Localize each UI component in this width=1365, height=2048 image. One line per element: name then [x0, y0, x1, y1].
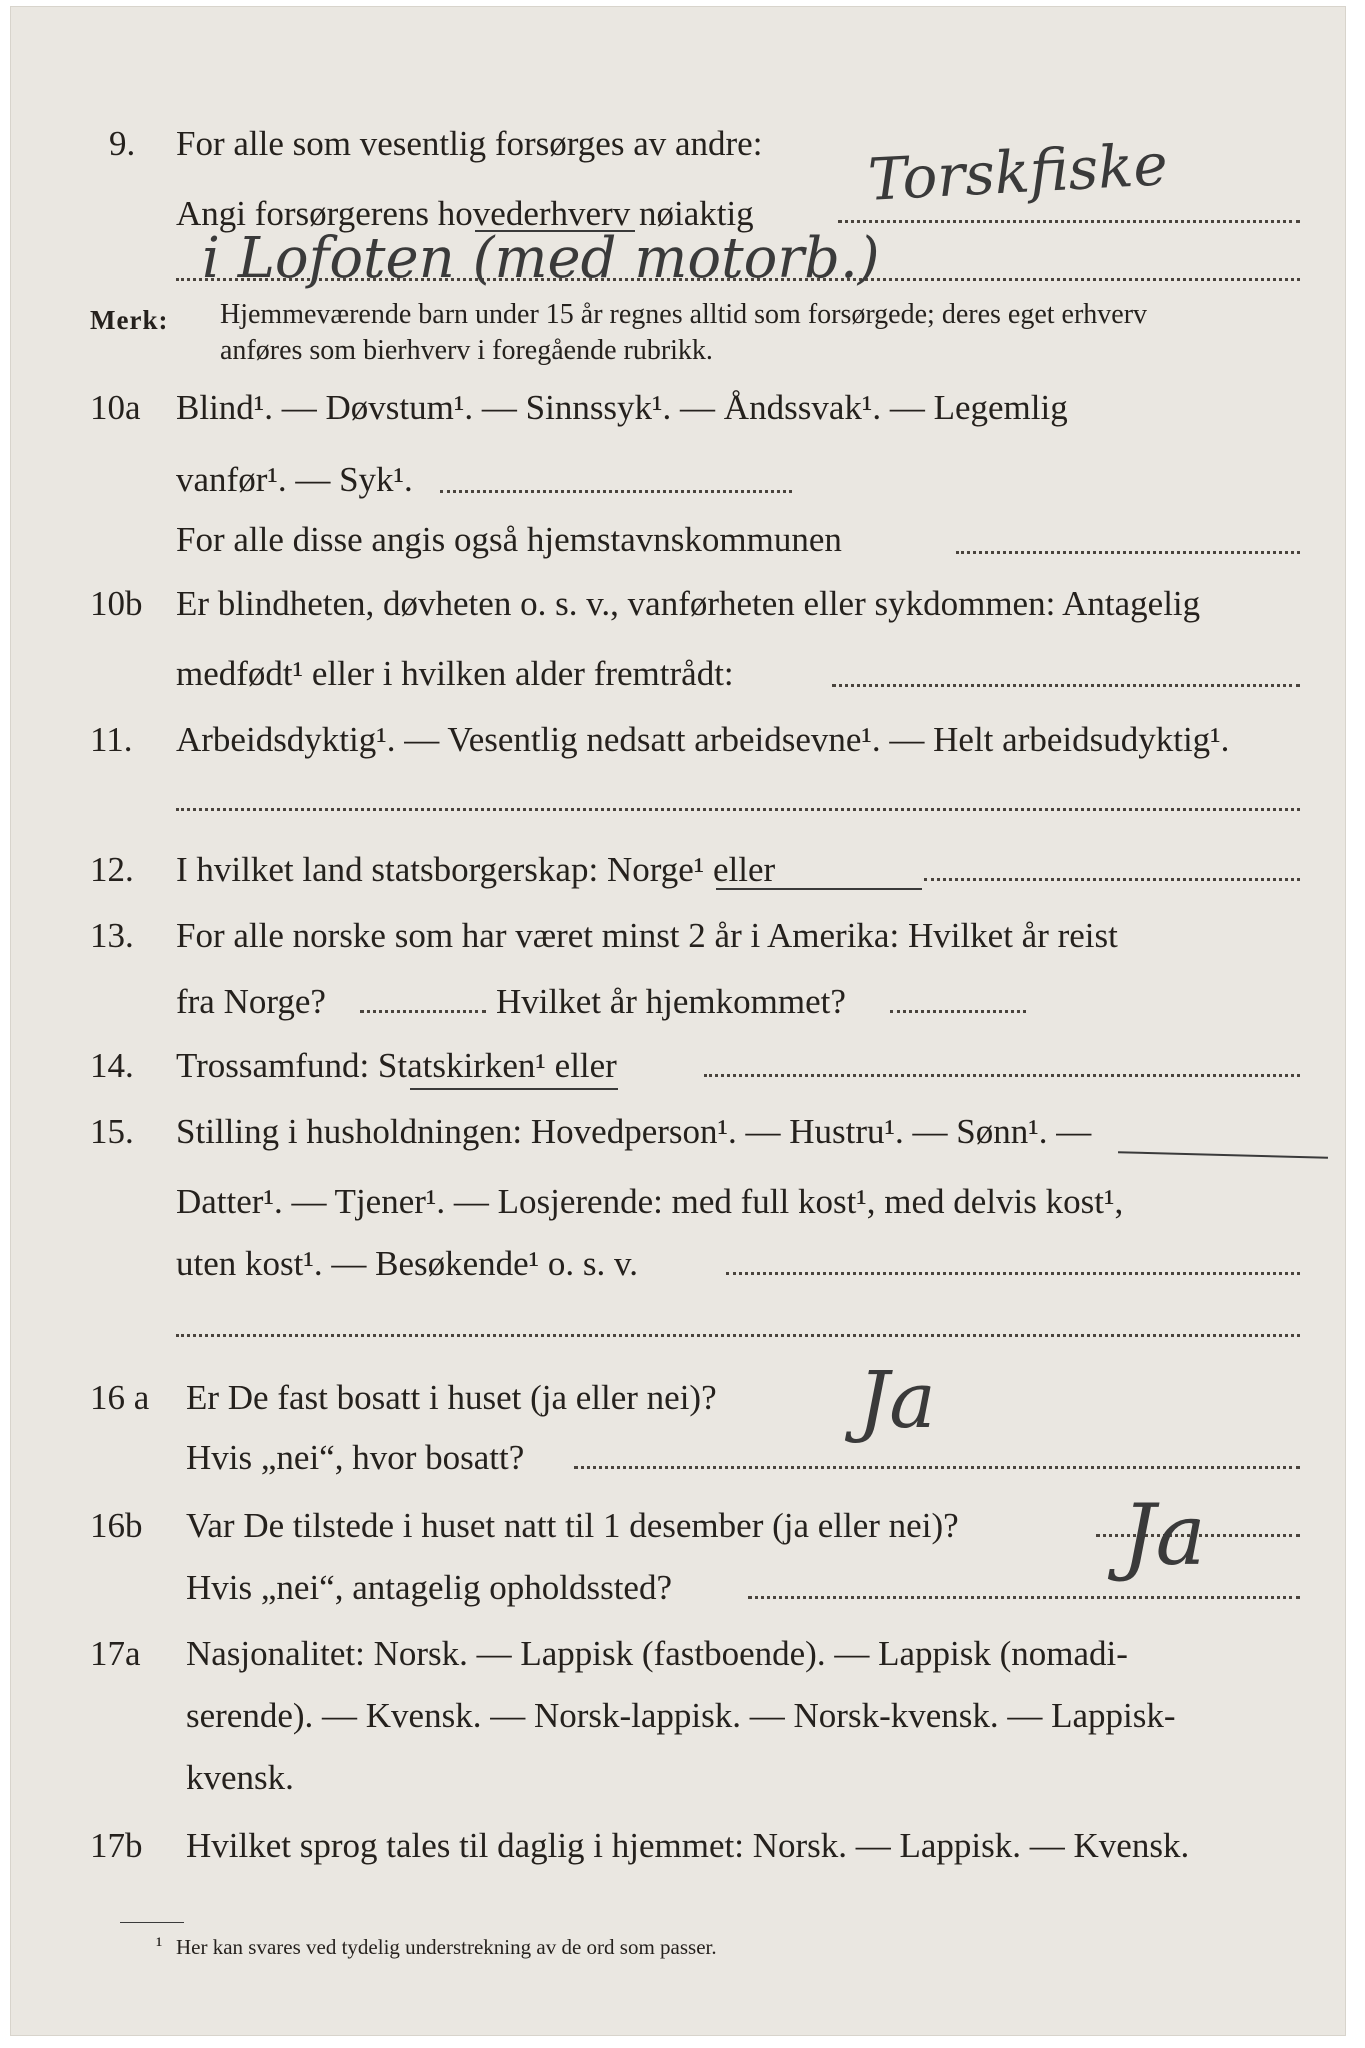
q15-question-line2: Datter¹. — Tjener¹. — Losjerende: med full kost¹, med delvis kost¹,: [176, 1182, 1124, 1221]
q15-answer-line2: [176, 1334, 1300, 1337]
q15-question-line3: uten kost¹. — Besøkende¹ o. s. v.: [176, 1244, 639, 1283]
q13-question-line2b: Hvilket år hjemkommet?: [496, 982, 846, 1021]
q15-underline-mark: [1118, 1151, 1328, 1158]
q16b-question-line1: Var De tilstede i huset natt til 1 desember (ja eller nei)?: [186, 1506, 959, 1545]
q16a-handwritten-answer: Ja: [858, 1356, 936, 1446]
q10b-question-line2: medfødt¹ eller i hvilken alder fremtrådt:: [176, 654, 734, 693]
q10a-question-line3: For alle disse angis også hjemstavnskommunen: [176, 520, 842, 559]
q16b-number: 16b: [90, 1506, 143, 1545]
q12-question-line1: I hvilket land statsborgerskap: Norge¹ eller: [176, 850, 776, 889]
q17a-question-line2: serende). — Kvensk. — Norsk-lappisk. — Norsk-kvensk. — Lappisk-: [186, 1696, 1176, 1735]
footnote-text: Her kan svares ved tydelig understrekning av de ord som passer.: [176, 1935, 717, 1959]
q15-question-line1: Stilling i husholdningen: Hovedperson¹. — Hustru¹. — Sønn¹. —: [176, 1112, 1092, 1151]
q9-question-line2: Angi forsørgerens hovederhverv nøiaktig: [176, 194, 754, 233]
q9-question-line1: For alle som vesentlig forsørges av andre:: [176, 124, 763, 163]
q16a-question-line2: Hvis „nei“, hvor bosatt?: [186, 1438, 525, 1477]
q17a-question-line1: Nasjonalitet: Norsk. — Lappisk (fastboende). — Lappisk (nomadi-: [186, 1634, 1128, 1673]
q11-answer-line: [176, 808, 1300, 811]
q10a-answer-line2: [956, 551, 1300, 554]
q16b-handwritten-answer: Ja: [1122, 1486, 1206, 1584]
q15-number: 15.: [90, 1112, 134, 1151]
q12-underline-mark: [716, 888, 922, 890]
q9-number: 9.: [109, 124, 136, 163]
q14-underline-mark: [410, 1088, 618, 1090]
q14-answer-line: [704, 1074, 1300, 1077]
q16b-question-line2: Hvis „nei“, antagelig opholdssted?: [186, 1568, 672, 1607]
q9-handwritten-answer2: i Lofoten (med motorb.): [202, 226, 880, 291]
q17b-number: 17b: [90, 1826, 143, 1865]
q10a-question-line2: vanfør¹. — Syk¹.: [176, 460, 413, 499]
footnote-rule: [120, 1922, 184, 1923]
q14-question-line1: Trossamfund: Statskirken¹ eller: [176, 1046, 617, 1085]
q12-answer-line: [924, 878, 1300, 881]
q16a-number: 16 a: [90, 1378, 150, 1417]
q13-question-line1: For alle norske som har været minst 2 år i Amerika: Hvilket år reist: [176, 916, 1118, 955]
merk-label: Merk:: [90, 305, 169, 335]
q16a-question-line1: Er De fast bosatt i huset (ja eller nei)?: [186, 1378, 717, 1417]
footnote-mark: ¹: [156, 1933, 163, 1957]
q10b-question-line1: Er blindheten, døvheten o. s. v., vanførheten eller sykdommen: Antagelig: [176, 584, 1201, 623]
q13-number: 13.: [90, 916, 134, 955]
q15-answer-line1: [726, 1272, 1300, 1275]
q16b-answer-line2: [748, 1596, 1300, 1599]
q10a-number: 10a: [90, 388, 141, 427]
census-form-page: [10, 6, 1346, 2036]
q11-number: 11.: [90, 720, 133, 759]
q14-number: 14.: [90, 1046, 134, 1085]
q17a-number: 17a: [90, 1634, 141, 1673]
q13-question-line2a: fra Norge?: [176, 982, 326, 1021]
q12-number: 12.: [90, 850, 134, 889]
q13-answer-line2: [890, 1010, 1026, 1013]
q10b-number: 10b: [90, 584, 143, 623]
merk-text-line1: Hjemmeværende barn under 15 år regnes alltid som forsørgede; deres eget erhverv: [220, 299, 1148, 330]
q11-question-line1: Arbeidsdyktig¹. — Vesentlig nedsatt arbeidsevne¹. — Helt arbeidsudyktig¹.: [176, 720, 1230, 759]
merk-text-line2: anføres som bierhverv i foregående rubrikk.: [220, 335, 713, 366]
q9-handwritten-answer1: Torskfiske: [866, 130, 1170, 214]
q10a-question-line1: Blind¹. — Døvstum¹. — Sinnssyk¹. — Åndssvak¹. — Legemlig: [176, 388, 1068, 427]
q13-answer-line1: [360, 1010, 486, 1013]
q17a-question-line3: kvensk.: [186, 1758, 294, 1797]
q9-answer-line1: [838, 220, 1300, 223]
q16a-answer-line: [574, 1466, 1300, 1469]
q17b-question-line1: Hvilket sprog tales til daglig i hjemmet: Norsk. — Lappisk. — Kvensk.: [186, 1826, 1190, 1865]
q10b-answer-line: [832, 684, 1300, 687]
q10a-answer-line1: [440, 490, 792, 493]
